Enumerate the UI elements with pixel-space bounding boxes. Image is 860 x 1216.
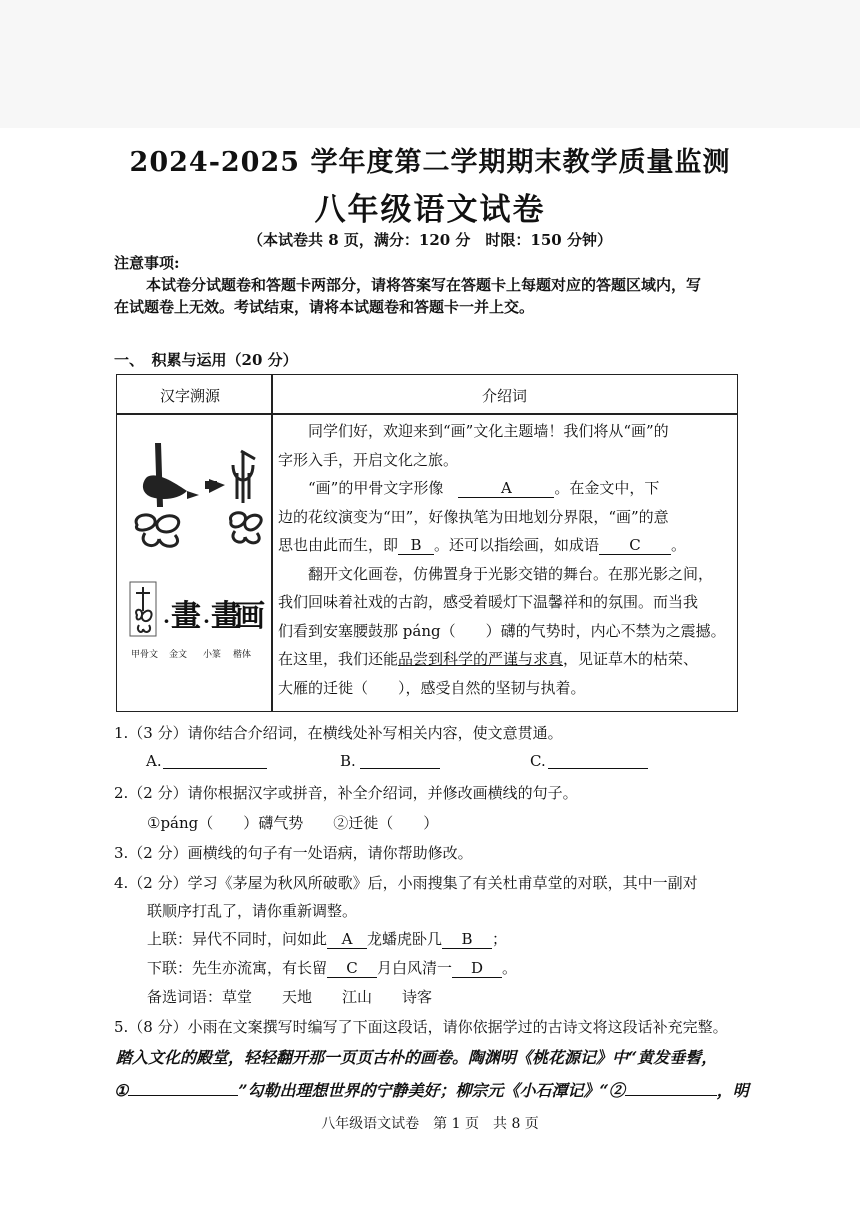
q5-text: ，明: [716, 1081, 749, 1100]
oracle-bone-glyph-image: [127, 437, 267, 557]
question-3: 3.（2 分）画横线的句子有一处语病，请你帮助修改。: [114, 844, 473, 862]
couplet-text: 下联：先生亦流寓，有长留: [147, 959, 328, 977]
couplet-text: 。: [502, 959, 518, 977]
q1-answer-a-line[interactable]: [163, 768, 267, 769]
question-2: 2.（2 分）请你根据汉字或拼音，补全介绍词，并修改画横线的句子。: [114, 784, 578, 802]
script-label-bronze: 金文: [169, 650, 188, 660]
blank-b[interactable]: B: [398, 536, 434, 555]
intro-text-segment: 。: [671, 536, 687, 554]
q1-answer-b-line[interactable]: [360, 768, 440, 769]
script-label-oracle: 甲骨文: [131, 650, 159, 660]
intro-text-segment: 。还可以指绘画，如成语: [434, 536, 600, 554]
intro-p3-line5: 大雁的迁徙（ ），感受自然的坚韧与执着。: [278, 678, 586, 697]
question-4-line1: 4.（2 分）学习《茅屋为秋风所破歌》后，小雨搜集了有关杜甫草堂的对联，其中一副对: [114, 874, 698, 892]
regular-script-glyph: 画: [235, 599, 265, 634]
page-footer: 八年级语文试卷 第 1 页 共 8 页: [321, 1116, 539, 1132]
intro-p3-line4: [278, 645, 728, 674]
q5-text: ①: [114, 1081, 129, 1100]
couplet-text: 龙蟠虎卧几: [367, 930, 443, 948]
intro-p1-line2: 字形入手，开启文化之旅。: [278, 450, 459, 469]
couplet-blank-c[interactable]: C: [327, 959, 377, 978]
table-header-origin: 汉字溯源: [160, 387, 221, 405]
intro-p2-line1: [278, 474, 728, 503]
exam-title: 2024-2025 学年度第二学期期末教学质量监测: [129, 147, 731, 178]
script-label-regular: 楷体: [233, 650, 252, 660]
notice-line-2: 在试题卷上无效。考试结束，请将本试题卷和答题卡一并上交。: [114, 298, 535, 316]
q1-answer-c-line[interactable]: [548, 768, 648, 769]
bronze-script-glyph: 畫: [171, 599, 201, 634]
underlined-sentence: 品尝到科学的严谨与求真: [398, 650, 564, 668]
intro-p2-line2: 边的花纹演变为“田”，好像执笔为田地划分界限，“画”的意: [278, 507, 669, 526]
dot-separator-icon: ·: [203, 609, 210, 633]
culture-table: [116, 374, 738, 712]
question-4-line2: 联顺序打乱了，请你重新调整。: [147, 902, 358, 920]
couplet-blank-a[interactable]: A: [327, 930, 367, 949]
blank-a[interactable]: A: [458, 479, 554, 498]
intro-p3-line3: 们看到安塞腰鼓那 páng（ ）礴的气势时，内心不禁为之震撼。: [278, 621, 726, 640]
couplet-blank-b[interactable]: B: [442, 930, 492, 949]
couplet-lower: [147, 957, 517, 978]
couplet-upper: [147, 928, 507, 949]
q1-answer-a-label: A.: [146, 752, 162, 770]
intro-p1-line1: 同学们好，欢迎来到“画”文化主题墙！我们将从“画”的: [308, 422, 669, 440]
oracle-bone-small-icon: [129, 581, 159, 637]
script-label-seal: 小篆: [203, 650, 222, 660]
q5-passage-line1: 踏入文化的殿堂，轻轻翻开那一页页古朴的画卷。陶渊明《桃花源记》中“黄发垂髫，: [116, 1048, 718, 1067]
couplet-text: 月白风清一: [377, 959, 453, 977]
scan-top-margin: [0, 0, 860, 128]
intro-p2-line3: [278, 531, 728, 560]
couplet-blank-d[interactable]: D: [452, 959, 502, 978]
notice-line-1: 本试卷分试题卷和答题卡两部分，请将答案写在答题卡上每题对应的答题区域内，写: [146, 276, 702, 294]
dot-separator-icon: ·: [163, 609, 170, 633]
blank-c[interactable]: C: [599, 536, 671, 555]
section-heading: 一、 积累与运用（20 分）: [114, 351, 298, 369]
intro-text-segment: 在这里，我们还能: [278, 650, 399, 668]
q1-answer-b-label: B.: [340, 752, 356, 770]
couplet-text: ；: [492, 930, 508, 948]
q5-blank-2[interactable]: [625, 1077, 717, 1096]
table-header-intro: 介绍词: [482, 387, 528, 405]
intro-text-segment: ，见证草木的枯荣、: [563, 650, 699, 668]
q2-items: ①páng（ ）礴气势 ②迁徙（ ）: [147, 814, 439, 832]
seal-script-glyph: 畫: [211, 599, 241, 634]
q1-answer-c-label: C.: [530, 752, 546, 770]
question-1: 1.（3 分）请你结合介绍词，在横线处补写相关内容，使文意贯通。: [114, 724, 563, 742]
q5-passage-line2: [114, 1077, 749, 1101]
q5-text: ”勾勒出理想世界的宁静美好；柳宗元《小石潭记》“②: [238, 1081, 625, 1100]
notice-heading: 注意事项:: [114, 254, 180, 272]
intro-text-segment: “画”的甲骨文字形像: [308, 479, 444, 497]
intro-text: [278, 417, 728, 702]
intro-text-segment: 思也由此而生，即: [278, 536, 399, 554]
question-5: 5.（8 分）小雨在文案撰写时编写了下面这段话，请你依据学过的古诗文将这段话补充完整。: [114, 1018, 728, 1036]
intro-text-segment: 。在金文中，下: [554, 479, 660, 497]
q5-blank-1[interactable]: [128, 1077, 238, 1096]
exam-info: （本试卷共 8 页，满分：120 分 时限：150 分钟）: [248, 231, 612, 249]
intro-p3-line1: 翻开文化画卷，仿佛置身于光影交错的舞台。在那光影之间，: [308, 564, 714, 583]
couplet-text: 上联：异代不同时，问如此: [147, 930, 328, 948]
table-divider-horizontal: [117, 413, 737, 415]
couplet-options: 备选词语：草堂 天地 江山 诗客: [147, 988, 433, 1006]
intro-p3-line2: 我们回味着社戏的古韵，感受着暖灯下温馨祥和的氛围。而当我: [278, 593, 699, 611]
exam-subtitle: 八年级语文试卷: [314, 192, 546, 228]
table-divider-vertical: [271, 375, 273, 711]
